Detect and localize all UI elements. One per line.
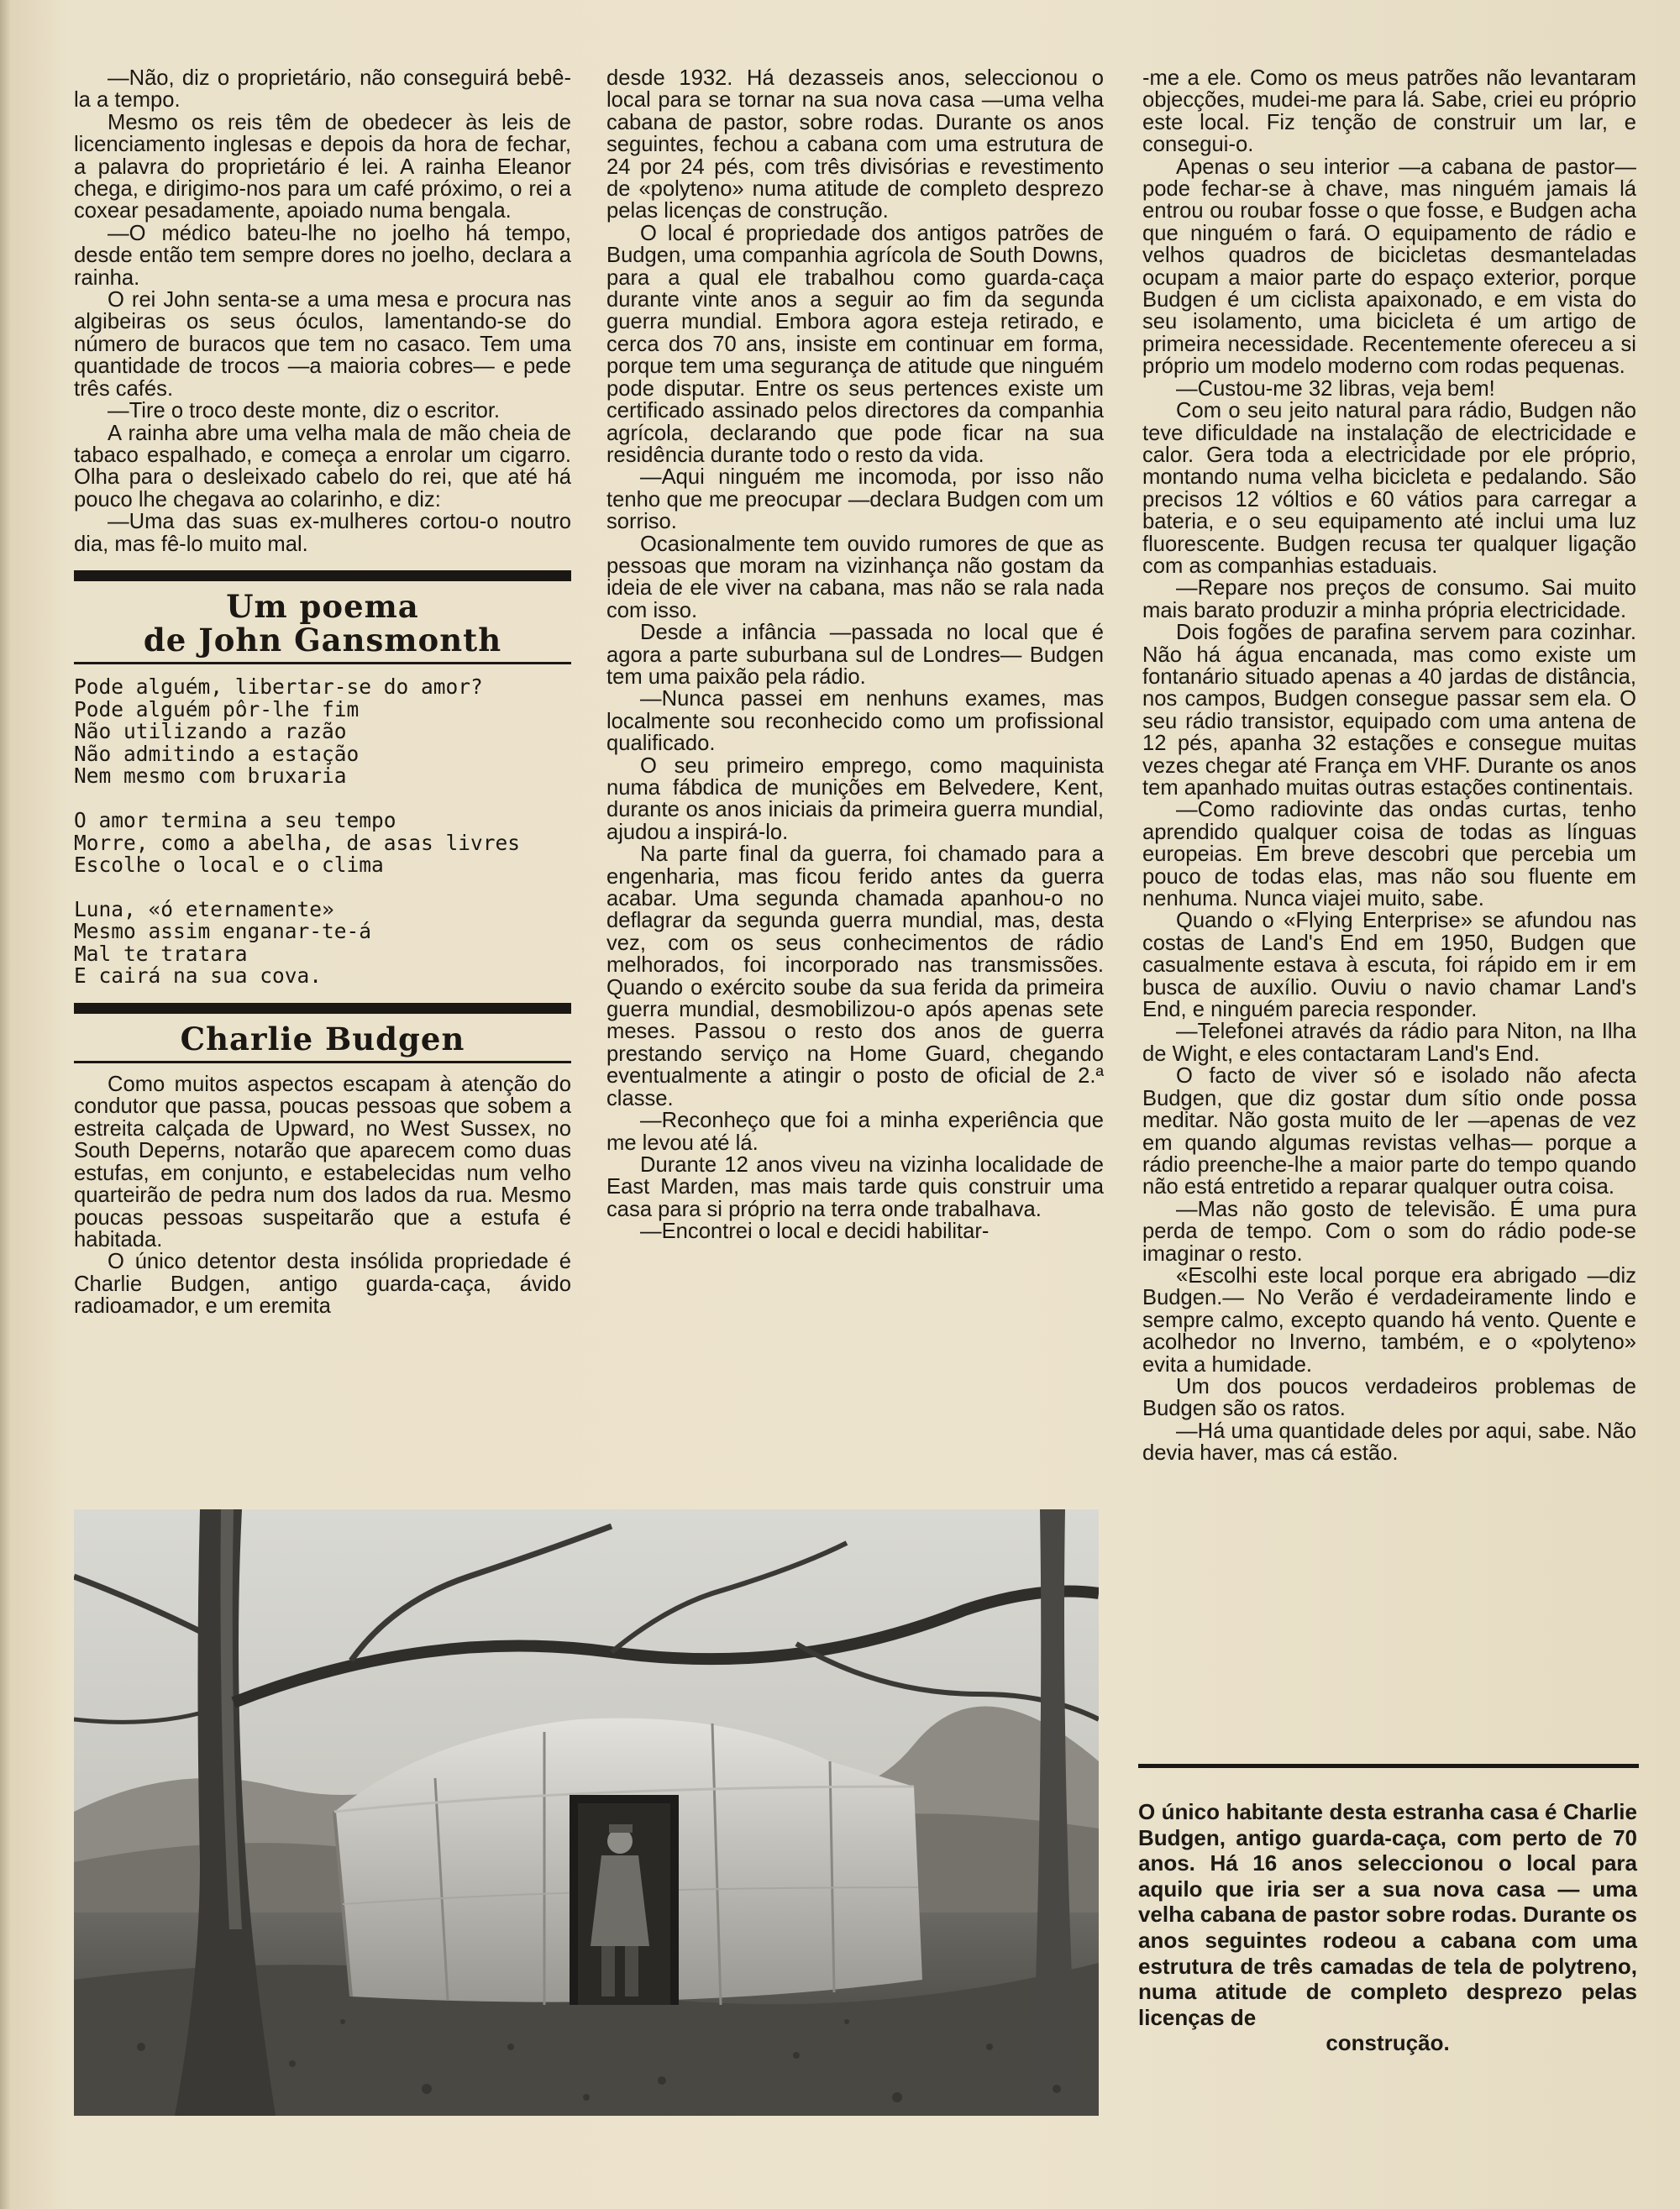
paragraph: Um dos poucos verdadeiros problemas de Budgen são os ratos. [1142, 1374, 1636, 1421]
poem-line: Nem mesmo com bruxaria [74, 763, 347, 789]
paragraph: —Telefonei através da rádio para Niton, na Ilha de Wight, e eles contactaram Land's End. [1142, 1020, 1636, 1066]
caption-text: O único habitante desta estranha casa é Charlie Budgen, antigo guarda-caça, com perto de 70 anos. Há 16 anos seleccionou o local para aquilo que iria ser a sua nova casa — uma velha cabana de pastor sobre rodas. Durante os anos seguintes rodeou a cabana com uma estrutura de três camadas de tela de polytreno, numa atitude de completo desprezo pelas licenças de [1138, 1799, 1637, 2030]
paragraph: Quando o «Flying Enterprise» se afundou nas costas de Land's End em 1950, Budgen que casualmente estava à escuta, foi rápido em ir em busca de auxílio. Ouviu o navio chamar Land's End, e ninguém parecia responder. [1142, 909, 1636, 1022]
poem-stanza-1 [74, 676, 571, 788]
paragraph: —Reconheço que foi a minha experiência que me levou até lá. [606, 1109, 1104, 1155]
paragraph: -me a ele. Como os meus patrões não levantaram objecções, mudei-me para lá. Sabe, criei eu próprio este local. Fiz tenção de construir um lar, e consegui-o. [1142, 66, 1636, 157]
paragraph: Desde a infância —passada no local que é agora a parte suburbana sul de Londres— Budgen tem uma paixão pela rádio. [606, 621, 1104, 689]
section-divider-thick [74, 1003, 571, 1014]
paragraph: —Encontrei o local e decidi habilitar- [640, 1220, 990, 1244]
paragraph: —Tire o troco deste monte, diz o escritor. [108, 399, 501, 423]
paragraph: —Como radiovinte das ondas curtas, tenho aprendido qualquer coisa de todas as línguas europeias. Em breve descobri que percebia um pouco de todas elas, mas não sou fluente em nenhuma. Nunca viajei muito, sabe. [1142, 798, 1636, 911]
poem-line: O amor termina a seu tempo [74, 807, 396, 832]
paragraph: —O médico bateu-lhe no joelho há tempo, desde então tem sempre dores no joelho, declara a rainha. [74, 221, 571, 290]
paragraph: Apenas o seu interior —a cabana de pastor— pode fechar-se à chave, mas ninguém jamais lá entrou ou roubar fosse o que fosse, e Budgen acha que ninguém o fará. O equipamento de rádio e velhos quadros de bicicletas desmanteladas ocupam a maior parte do espaço exterior, porque Budgen é um ciclista apaixonado, e em vista do seu isolamento, uma bicicleta é um artigo de primeira necessidade. Recentemente ofereceu a si próprio um modelo moderno com rodas pequenas. [1142, 155, 1636, 379]
section-divider-thick [74, 570, 571, 581]
poem-line: Mesmo assim enganar-te-á [74, 919, 372, 944]
paragraph: O facto de viver só e isolado não afecta Budgen, que diz gostar dum sítio onde possa meditar. Não gosta muito de ler —apenas de vez em quando algumas revistas velhas— porque a rádio preenche-lhe a maior parte do tempo quando não está entretido a reparar qualquer outra coisa. [1142, 1064, 1636, 1199]
paragraph: —Não, diz o proprietário, não conseguirá bebê-la a tempo. [74, 66, 571, 113]
paragraph: —Nunca passei em nenhuns exames, mas localmente sou reconhecido como um profissional qualificado. [606, 687, 1104, 756]
photo-caption [1138, 1799, 1637, 2056]
poem-stanza-2 [74, 807, 571, 878]
paragraph: O rei John senta-se a uma mesa e procura nas algibeiras os seus óculos, lamentando-se do número de buracos que tem no casaco. Tem uma quantidade de trocos —a maioria cobres— e pede três cafés. [74, 288, 571, 401]
paragraph: —Aqui ninguém me incomoda, por isso não tenho que me preocupar —declara Budgen com um sorriso. [606, 465, 1104, 534]
paragraph: O local é propriedade dos antigos patrões de Budgen, uma companhia agrícola de South Downs, para a qual ele trabalhou como guarda-caça durante vinte anos a seguir ao fim da segunda guerra mundial. Embora agora esteja retirado, e cerca dos 70 ans, insiste em continuar em forma, porque tem uma segurança de atitude que ninguém pode disputar. Entre os seus pertences existe um certificado assinado pelos directores da companhia agrícola, declarando que pode ficar na sua residência durante todo o resto da vida. [606, 221, 1104, 467]
paragraph: desde 1932. Há dezasseis anos, seleccionou o local para se tornar na sua nova casa —uma velha cabana de pastor, sobre rodas. Durante os anos seguintes, fechou a cabana com uma estrutura de 24 por 24 pés, com três divisórias e revestimento de «polyteno» numa atitude de completo desprezo pelas licenças de construção. [606, 66, 1104, 223]
paragraph: —Mas não gosto de televisão. É uma pura perda de tempo. Com o som do rádio pode-se imaginar o resto. [1142, 1197, 1636, 1266]
paragraph: Dois fogões de parafina servem para cozinhar. Não há água encanada, mas como existe um fontanário situado apenas a 40 jardas de distância, nos campos, Budgen consegue passar sem ela. O seu rádio transistor, equipado com uma antena de 12 pés, apanha 32 estações e consegue muitas vezes chegar até França em VHF. Durante os anos tem apanhado muitas outras estações continentais. [1142, 621, 1636, 800]
paragraph: —Há uma quantidade deles por aqui, sabe. Não devia haver, mas cá estão. [1142, 1419, 1636, 1466]
paragraph: A rainha abre uma velha mala de mão cheia de tabaco espalhado, e começa a enrolar um cigarro. Olha para o desleixado cabelo do rei, que até há pouco lhe chegava ao colarinho, e diz: [74, 421, 571, 512]
article-photo [74, 1509, 1099, 2116]
paragraph: —Repare nos preços de consumo. Sai muito mais barato produzir a minha própria electricidade. [1142, 576, 1636, 622]
paragraph: O único detentor desta insólida propriedade é Charlie Budgen, antigo guarda-caça, ávido radioamador, e um eremita [74, 1250, 571, 1319]
paragraph: —Custou-me 32 libras, veja bem! [1176, 376, 1495, 401]
paragraph: «Escolhi este local porque era abrigado —diz Budgen.— No Verão é verdadeiramente lindo e sempre calmo, excepto quando há vento. Quente e acolhedor no Inverno, também, e o «polyteno» evita a humidade. [1142, 1263, 1636, 1377]
column-3 [1142, 67, 1636, 1465]
poem-line: Escolhe o local e o clima [74, 853, 384, 878]
column-2 [606, 67, 1104, 1243]
article-heading: Charlie Budgen [180, 1021, 465, 1058]
poem-line: Não utilizando a razão [74, 719, 347, 744]
paragraph: —Uma das suas ex-mulheres cortou-o noutro dia, mas fê-lo muito mal. [74, 510, 571, 556]
poem-line: Morre, como a abelha, de asas livres [74, 830, 521, 855]
poem-line: E cairá na sua cova. [74, 963, 323, 989]
column-end-rule [1138, 1764, 1639, 1768]
poem-heading-line2: de John Gansmonth [143, 621, 502, 659]
paragraph: Ocasionalmente tem ouvido rumores de que as pessoas que moram na vizinhança não gostam da ideia de ele viver na cabana, mas não se rala nada com isso. [606, 532, 1104, 622]
poem-line: Mal te tratara [74, 941, 248, 966]
section-divider-thin [74, 662, 571, 664]
column-1 [74, 67, 571, 1318]
section-divider-thin [74, 1061, 571, 1063]
poem-heading-line1: Um poema [226, 587, 419, 625]
photo-hut-in-woods [74, 1509, 1099, 2116]
poem-line: Pode alguém pôr-lhe fim [74, 696, 360, 721]
paragraph: Como muitos aspectos escapam à atenção do condutor que passa, poucas pessoas que sobem a estreita calçada de Upward, no West Sussex, no South Deperns, notarão que aparecem como duas estufas, em conjunto, e estabelecidas num velho quarteirão de pedra num dos lados da rua. Mesmo poucas pessoas suspeitarão que a estufa é habitada. [74, 1073, 571, 1251]
poem [74, 676, 571, 988]
poem-line: Luna, «ó eternamente» [74, 896, 334, 921]
poem-heading [74, 587, 571, 659]
paragraph: Durante 12 anos viveu na vizinha localidade de East Marden, mas mais tarde quis construir uma casa para si próprio na terra onde trabalhava. [606, 1152, 1104, 1221]
page-binding-edge [0, 0, 10, 2209]
poem-line: Não admitindo a estação [74, 741, 360, 766]
poem-line: Pode alguém, libertar-se do amor? [74, 674, 483, 699]
poem-stanza-3 [74, 896, 571, 989]
paragraph: Na parte final da guerra, foi chamado para a engenharia, mas ficou ferido antes da guerra acabar. Uma segunda chamada apanhou-o no deflagrar da segunda guerra mundial, mas, desta vez, com os seus conhecimentos de rádio melhorados, foi incorporado nas transmissões. Quando o exército soube da sua ferida da primeira guerra mundial, desmobilizou-o após apenas sete meses. Passou o resto dos anos de guerra prestando serviço na Home Guard, chegando eventualmente a atingir o posto de oficial de 2.ª classe. [606, 842, 1104, 1110]
caption-last-line: construção. [1326, 2030, 1450, 2056]
paragraph: Com o seu jeito natural para rádio, Budgen não teve dificuldade na instalação de electricidade e calor. Gera toda a electricidade por ele próprio, montando numa velha bicicleta e pedalando. São precisos 12 vóltios e 60 vátios para carregar a bateria, e o seu equipamento até inclui uma luz fluorescente. Budgen recusa ter qualquer ligação com as companhias estaduais. [1142, 399, 1636, 578]
paragraph: Mesmo os reis têm de obedecer às leis de licenciamento inglesas e depois da hora de fechar, a palavra do proprietário é lei. A rainha Eleanor chega, e dirigimo-nos para um café próximo, o rei a coxear pesadamente, apoiado numa bengala. [74, 110, 571, 223]
paragraph: O seu primeiro emprego, como maquinista numa fábdica de munições em Belvedere, Kent, durante os anos iniciais da primeira guerra mundial, ajudou a inspirá-lo. [606, 753, 1104, 844]
